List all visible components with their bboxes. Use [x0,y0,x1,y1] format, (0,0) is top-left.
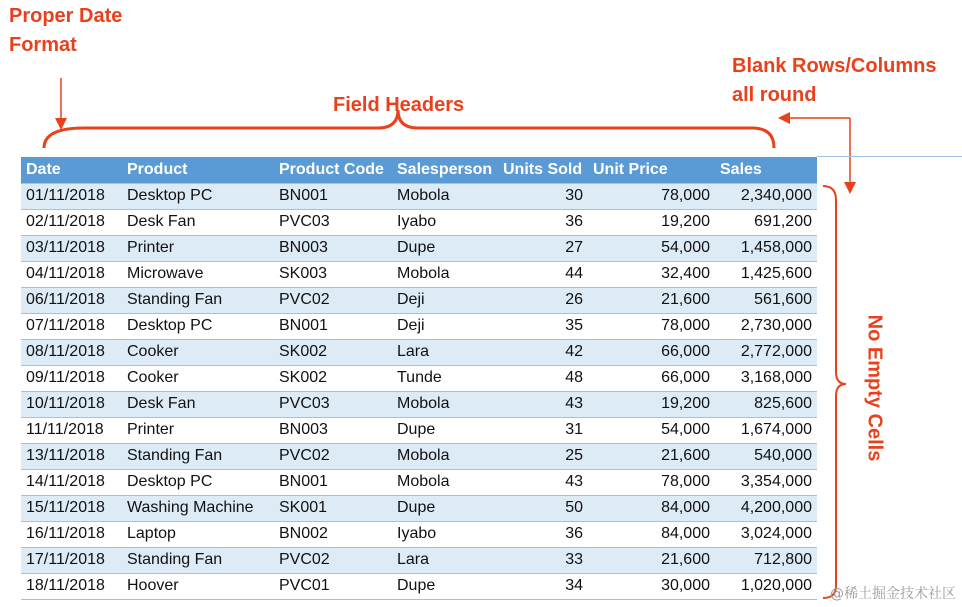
unit-price-cell[interactable]: 21,600 [588,443,715,469]
sales-cell[interactable]: 1,425,600 [715,261,817,287]
proper-date-line2: Format [9,34,77,56]
table-row [21,469,817,495]
product-cell[interactable]: Desktop PC [122,469,274,495]
table-row [21,417,817,443]
unit-price-cell[interactable]: 78,000 [588,469,715,495]
product-code-cell[interactable]: SK002 [274,339,392,365]
units-sold-cell[interactable]: 43 [498,391,588,417]
table-row [21,209,817,235]
product-cell[interactable]: Washing Machine [122,495,274,521]
sales-cell[interactable]: 712,800 [715,547,817,573]
product-cell[interactable]: Hoover [122,573,274,599]
product-code-cell[interactable]: PVC01 [274,573,392,599]
salesperson-cell[interactable]: Dupe [392,235,498,261]
product-code-cell[interactable]: SK002 [274,365,392,391]
salesperson-cell[interactable]: Mobola [392,469,498,495]
product-cell[interactable]: Cooker [122,339,274,365]
product-code-cell[interactable]: BN001 [274,469,392,495]
salesperson-cell[interactable]: Lara [392,547,498,573]
field-headers-brace [44,110,774,148]
header-cell[interactable]: Date [21,157,122,183]
salesperson-cell[interactable]: Dupe [392,417,498,443]
product-cell[interactable]: Standing Fan [122,443,274,469]
units-sold-cell[interactable]: 25 [498,443,588,469]
sales-cell[interactable]: 2,730,000 [715,313,817,339]
product-code-cell[interactable]: PVC02 [274,287,392,313]
table-row [21,573,817,599]
units-sold-cell[interactable]: 30 [498,183,588,209]
no-empty-cells-brace [823,186,846,598]
unit-price-cell[interactable]: 21,600 [588,547,715,573]
table-body [21,183,817,599]
proper-date-line1: Proper Date [9,5,123,27]
salesperson-cell[interactable]: Mobola [392,183,498,209]
sales-cell[interactable]: 2,772,000 [715,339,817,365]
watermark: @稀土掘金技术社区 [830,586,956,602]
units-sold-cell[interactable]: 31 [498,417,588,443]
unit-price-cell[interactable]: 84,000 [588,521,715,547]
unit-price-cell[interactable]: 19,200 [588,209,715,235]
product-code-cell[interactable]: PVC02 [274,443,392,469]
unit-price-cell[interactable]: 32,400 [588,261,715,287]
no-empty-cells-annotation: No Empty Cells [863,314,886,462]
date-cell[interactable]: 09/11/2018 [21,365,122,391]
header-cell[interactable]: Salesperson [392,157,498,183]
units-sold-cell[interactable]: 36 [498,209,588,235]
product-code-cell[interactable]: PVC03 [274,391,392,417]
salesperson-cell[interactable]: Tunde [392,365,498,391]
header-cell[interactable]: Product Code [274,157,392,183]
date-cell[interactable]: 14/11/2018 [21,469,122,495]
header-row [21,157,817,183]
date-cell[interactable]: 07/11/2018 [21,313,122,339]
units-sold-cell[interactable]: 26 [498,287,588,313]
unit-price-cell[interactable]: 78,000 [588,183,715,209]
units-sold-cell[interactable]: 33 [498,547,588,573]
units-sold-cell[interactable]: 44 [498,261,588,287]
sales-cell[interactable]: 1,674,000 [715,417,817,443]
salesperson-cell[interactable]: Deji [392,287,498,313]
salesperson-cell[interactable]: Deji [392,313,498,339]
date-cell[interactable]: 02/11/2018 [21,209,122,235]
header-cell[interactable]: Sales [715,157,817,183]
units-sold-cell[interactable]: 43 [498,469,588,495]
units-sold-cell[interactable]: 36 [498,521,588,547]
field-headers-annotation: Field Headers [333,94,465,116]
product-cell[interactable]: Desk Fan [122,391,274,417]
units-sold-cell[interactable]: 35 [498,313,588,339]
date-cell[interactable]: 06/11/2018 [21,287,122,313]
product-code-cell[interactable]: BN003 [274,235,392,261]
sales-cell[interactable]: 540,000 [715,443,817,469]
product-cell[interactable]: Desktop PC [122,183,274,209]
sales-cell[interactable]: 2,340,000 [715,183,817,209]
product-code-cell[interactable]: SK003 [274,261,392,287]
table-row [21,313,817,339]
table-row [21,365,817,391]
date-cell[interactable]: 18/11/2018 [21,573,122,599]
salesperson-cell[interactable]: Dupe [392,573,498,599]
blank-rows-line2: all round [732,84,817,106]
product-code-cell[interactable]: PVC03 [274,209,392,235]
units-sold-cell[interactable]: 48 [498,365,588,391]
sales-cell[interactable]: 561,600 [715,287,817,313]
header-cell[interactable]: Unit Price [588,157,715,183]
product-cell[interactable]: Desktop PC [122,313,274,339]
salesperson-cell[interactable]: Iyabo [392,521,498,547]
product-cell[interactable]: Standing Fan [122,547,274,573]
salesperson-cell[interactable]: Mobola [392,261,498,287]
sales-cell[interactable]: 691,200 [715,209,817,235]
unit-price-cell[interactable]: 66,000 [588,339,715,365]
header-cell[interactable]: Product [122,157,274,183]
salesperson-cell[interactable]: Mobola [392,391,498,417]
units-sold-cell[interactable]: 50 [498,495,588,521]
units-sold-cell[interactable]: 42 [498,339,588,365]
table-row [21,443,817,469]
sales-table [21,157,817,600]
sales-cell[interactable]: 3,354,000 [715,469,817,495]
table-row [21,495,817,521]
sales-cell[interactable]: 1,020,000 [715,573,817,599]
unit-price-cell[interactable]: 54,000 [588,417,715,443]
product-cell[interactable]: Microwave [122,261,274,287]
header-cell[interactable]: Units Sold [498,157,588,183]
units-sold-cell[interactable]: 27 [498,235,588,261]
date-cell[interactable]: 10/11/2018 [21,391,122,417]
sales-cell[interactable]: 1,458,000 [715,235,817,261]
salesperson-cell[interactable]: Mobola [392,443,498,469]
unit-price-cell[interactable]: 54,000 [588,235,715,261]
date-cell[interactable]: 08/11/2018 [21,339,122,365]
product-code-cell[interactable]: SK001 [274,495,392,521]
product-cell[interactable]: Printer [122,417,274,443]
salesperson-cell[interactable]: Dupe [392,495,498,521]
date-cell[interactable]: 13/11/2018 [21,443,122,469]
date-cell[interactable]: 15/11/2018 [21,495,122,521]
table-row [21,391,817,417]
product-code-cell[interactable]: BN001 [274,313,392,339]
table-row [21,235,817,261]
salesperson-cell[interactable]: Iyabo [392,209,498,235]
table-row [21,261,817,287]
product-cell[interactable]: Printer [122,235,274,261]
sales-cell[interactable]: 3,024,000 [715,521,817,547]
product-cell[interactable]: Standing Fan [122,287,274,313]
product-cell[interactable]: Laptop [122,521,274,547]
product-cell[interactable]: Cooker [122,365,274,391]
sales-cell[interactable]: 4,200,000 [715,495,817,521]
table-row [21,547,817,573]
table-row [21,521,817,547]
table-row [21,339,817,365]
blank-rows-line1: Blank Rows/Columns [732,55,937,77]
product-code-cell[interactable]: BN001 [274,183,392,209]
date-cell[interactable]: 16/11/2018 [21,521,122,547]
unit-price-cell[interactable]: 66,000 [588,365,715,391]
product-code-cell[interactable]: BN003 [274,417,392,443]
salesperson-cell[interactable]: Lara [392,339,498,365]
unit-price-cell[interactable]: 84,000 [588,495,715,521]
units-sold-cell[interactable]: 34 [498,573,588,599]
date-cell[interactable]: 11/11/2018 [21,417,122,443]
product-code-cell[interactable]: BN002 [274,521,392,547]
product-code-cell[interactable]: PVC02 [274,547,392,573]
unit-price-cell[interactable]: 30,000 [588,573,715,599]
table-row [21,287,817,313]
sales-cell[interactable]: 3,168,000 [715,365,817,391]
product-cell[interactable]: Desk Fan [122,209,274,235]
unit-price-cell[interactable]: 19,200 [588,391,715,417]
date-cell[interactable]: 04/11/2018 [21,261,122,287]
blank-row-boundary [817,156,962,157]
date-cell[interactable]: 17/11/2018 [21,547,122,573]
date-cell[interactable]: 01/11/2018 [21,183,122,209]
table-row [21,183,817,209]
unit-price-cell[interactable]: 21,600 [588,287,715,313]
unit-price-cell[interactable]: 78,000 [588,313,715,339]
date-cell[interactable]: 03/11/2018 [21,235,122,261]
sales-cell[interactable]: 825,600 [715,391,817,417]
